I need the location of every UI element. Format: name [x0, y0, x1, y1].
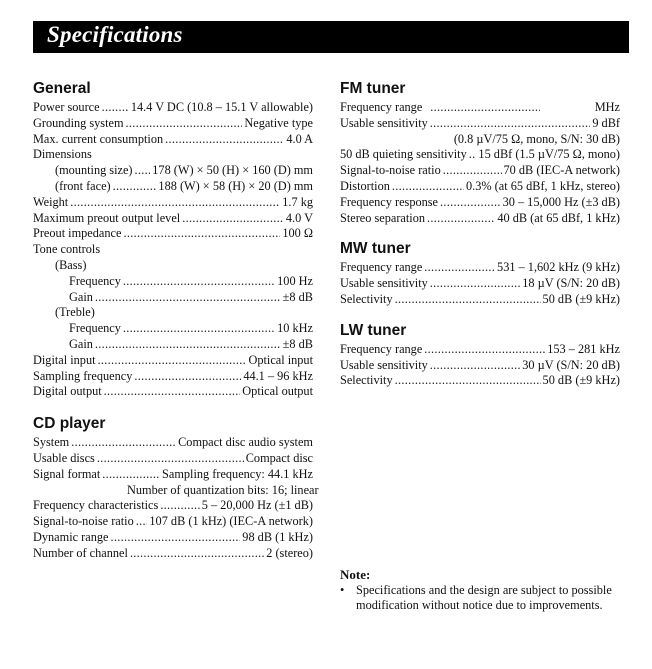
spec-value: 2 (stereo) — [266, 545, 313, 560]
spec-row-mw-selectivity — [340, 292, 620, 308]
spec-row-mw-range — [340, 260, 620, 276]
spec-row-treble-gain — [33, 337, 313, 353]
fm-sensitivity-detail: (0.8 µV/75 Ω, mono, S/N: 30 dB) — [453, 131, 620, 146]
spec-value: Compact disc — [245, 450, 313, 465]
spec-label: Frequency range — [340, 100, 423, 114]
spec-row-fm-response — [340, 195, 620, 211]
spec-label: Distortion — [340, 178, 390, 193]
tone-controls-label: Tone controls — [33, 242, 101, 257]
spec-row-mounting-size — [33, 163, 313, 179]
spec-label: Power source — [33, 100, 100, 114]
spec-value: 531 – 1,602 kHz (9 kHz) — [497, 260, 620, 275]
spec-row-weight — [33, 195, 313, 211]
cd-player-heading: CD player — [33, 415, 106, 433]
page-title: Specifications — [47, 22, 183, 47]
spec-value: 70 dB (IEC-A network) — [503, 163, 620, 178]
spec-value: ±8 dB — [282, 289, 313, 304]
spec-label: 50 dB quieting sensitivity — [340, 147, 467, 162]
spec-label: Preout impedance — [33, 226, 122, 241]
spec-value: 0.3% (at 65 dBf, 1 kHz, stereo) — [465, 178, 620, 193]
spec-label: Frequency range — [340, 341, 423, 356]
spec-label: Frequency response — [340, 194, 439, 209]
spec-label: Dynamic range — [33, 529, 109, 544]
spec-label: Frequency range — [340, 260, 423, 275]
spec-label: Frequency — [69, 273, 121, 288]
note-text: Specifications and the design are subject to possible modification without notice due to improvements. — [356, 582, 612, 612]
spec-row-grounding — [33, 116, 313, 132]
spec-row-fm-distortion — [340, 179, 620, 195]
note-title: Note: — [340, 567, 371, 582]
spec-value: 153 – 281 kHz — [547, 341, 620, 356]
spec-label: Signal-to-noise ratio — [33, 514, 134, 529]
note-item — [340, 583, 625, 614]
spec-value: 14.4 V DC (10.8 – 15.1 V allowable) — [130, 100, 313, 114]
left-column — [33, 78, 319, 562]
spec-value: 50 dB (±9 kHz) — [542, 291, 620, 306]
spec-label: System — [33, 435, 70, 450]
spec-label: Weight — [33, 194, 69, 209]
spec-label: Max. current consumption — [33, 131, 164, 146]
spec-row-channels — [33, 546, 313, 562]
spec-value: 18 µV (S/N: 20 dB) — [522, 276, 620, 291]
spec-value: 100 Hz — [277, 273, 313, 288]
spec-label: (front face) — [55, 178, 111, 193]
spec-row-power-source — [33, 100, 313, 116]
spec-row-mw-sensitivity — [340, 276, 620, 292]
spec-label: Digital output — [33, 384, 102, 399]
spec-value: Sampling frequency: 44.1 kHz — [162, 466, 313, 481]
spec-value: 40 dB (at 65 dBf, 1 kHz) — [497, 210, 620, 225]
spec-row-lw-sensitivity — [340, 358, 620, 374]
spec-value: 188 (W) × 58 (H) × 20 (D) mm — [158, 178, 313, 193]
spec-value: 15 dBf (1.5 µV/75 Ω, mono) — [478, 147, 620, 162]
spec-value: 98 dB (1 kHz) — [242, 529, 313, 544]
spec-row-signal-format — [33, 467, 313, 483]
spec-value: 4.0 V — [285, 210, 313, 225]
spec-label: Usable sensitivity — [340, 115, 428, 130]
spec-row-front-face — [33, 179, 313, 195]
spec-value: 30 – 15,000 Hz (±3 dB) — [502, 194, 620, 209]
spec-value: 9 dBf — [592, 115, 620, 130]
spec-row-fm-quieting — [340, 147, 620, 163]
spec-label: Signal format — [33, 466, 101, 481]
spec-label: Frequency — [69, 321, 121, 336]
spec-label: Usable discs — [33, 450, 95, 465]
spec-label: Selectivity — [340, 291, 393, 306]
spec-value: 30 µV (S/N: 20 dB) — [522, 357, 620, 372]
spec-value: ±8 dB — [282, 336, 313, 351]
spec-row-lw-selectivity — [340, 373, 620, 389]
spec-label: Gain — [69, 289, 93, 304]
spec-row-bass-frequency — [33, 274, 313, 290]
fm-tuner-heading: FM tuner — [340, 80, 406, 97]
spec-row-frequency-characteristics — [33, 498, 313, 514]
spec-label: Maximum preout output level — [33, 210, 181, 225]
spec-row-fm-sensitivity — [340, 116, 620, 132]
spec-value: 178 (W) × 50 (H) × 160 (D) mm — [152, 163, 313, 178]
spec-label: Usable sensitivity — [340, 276, 428, 291]
lw-tuner-heading: LW tuner — [340, 321, 407, 339]
section-banner — [33, 21, 629, 53]
spec-label: Frequency characteristics — [33, 498, 159, 513]
spec-value: Compact disc audio system — [178, 435, 313, 450]
spec-label: Number of channel — [33, 545, 128, 560]
bullet-icon: • — [340, 582, 345, 597]
spec-label: Gain — [69, 336, 93, 351]
spec-row-preout-impedance — [33, 226, 313, 242]
spec-label: Usable sensitivity — [340, 357, 428, 372]
spec-row-fm-separation — [340, 211, 620, 227]
spec-value: 107 dB (1 kHz) (IEC-A network) — [149, 514, 313, 529]
mw-tuner-heading: MW tuner — [340, 240, 411, 258]
spec-row-current — [33, 132, 313, 148]
spec-value: 4.0 A — [286, 131, 313, 146]
spec-value: 5 – 20,000 Hz (±1 dB) — [201, 498, 313, 513]
spec-value: 10 kHz — [277, 321, 313, 336]
spec-row-dynamic-range — [33, 530, 313, 546]
spec-row-bass-gain — [33, 290, 313, 306]
spec-row-sampling-frequency — [33, 369, 313, 385]
spec-row-cd-snr — [33, 514, 313, 530]
spec-row-usable-discs — [33, 451, 313, 467]
spec-row-treble-frequency — [33, 321, 313, 337]
spec-label: Signal-to-noise ratio — [340, 163, 441, 178]
spec-row-fm-snr — [340, 163, 620, 179]
spec-value: 1.7 kg — [282, 194, 313, 209]
spec-value: 50 dB (±9 kHz) — [542, 373, 620, 388]
spec-label: (mounting size) — [55, 163, 133, 178]
note-box — [340, 567, 625, 614]
treble-label: (Treble) — [55, 305, 95, 320]
spec-row-digital-output — [33, 384, 313, 400]
spec-label: Grounding system — [33, 115, 124, 130]
spec-row-fm-range — [340, 100, 620, 116]
general-heading: General — [33, 80, 91, 97]
right-column — [340, 78, 620, 389]
spec-row-preout-level — [33, 211, 313, 227]
spec-value: Optical input — [248, 352, 313, 367]
spec-row-lw-range — [340, 342, 620, 358]
bass-label: (Bass) — [55, 257, 87, 272]
spec-value: 100 Ω — [282, 226, 313, 241]
quantization-bits: Number of quantization bits: 16; linear — [127, 482, 319, 497]
spec-label: Selectivity — [340, 373, 393, 388]
spec-row-cd-system — [33, 435, 313, 451]
spec-value: MHz — [594, 100, 620, 114]
spec-value: 44.1 – 96 kHz — [243, 368, 313, 383]
dimensions-label: Dimensions — [33, 147, 92, 162]
spec-label: Sampling frequency — [33, 368, 133, 383]
spec-label: Stereo separation — [340, 210, 426, 225]
spec-value: Optical output — [242, 384, 313, 399]
spec-row-digital-input — [33, 353, 313, 369]
spec-label: Digital input — [33, 352, 96, 367]
spec-value: Negative type — [244, 115, 313, 130]
